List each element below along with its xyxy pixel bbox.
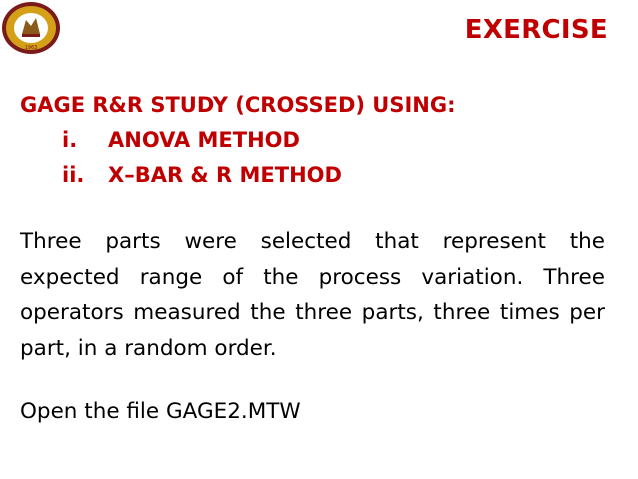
heading-block <box>20 88 456 193</box>
method-label: X–BAR & R METHOD <box>108 163 342 187</box>
list-marker: i. <box>62 128 78 152</box>
university-logo <box>0 0 62 56</box>
method-list-item <box>62 158 456 193</box>
slide-title: EXERCISE <box>464 15 608 45</box>
method-list-item <box>62 123 456 158</box>
method-list <box>20 123 456 193</box>
description-paragraph: Three parts were selected that represent the expected range of the process variation. Three operators measured the three parts, three times per part, in a random order. <box>20 229 605 361</box>
method-label: ANOVA METHOD <box>108 128 300 152</box>
heading-main: GAGE R&R STUDY (CROSSED) USING: <box>20 93 456 117</box>
open-file-instruction: Open the file GAGE2.MTW <box>20 399 301 424</box>
logo-year: 1963 <box>24 45 38 51</box>
list-marker: ii. <box>62 163 85 187</box>
